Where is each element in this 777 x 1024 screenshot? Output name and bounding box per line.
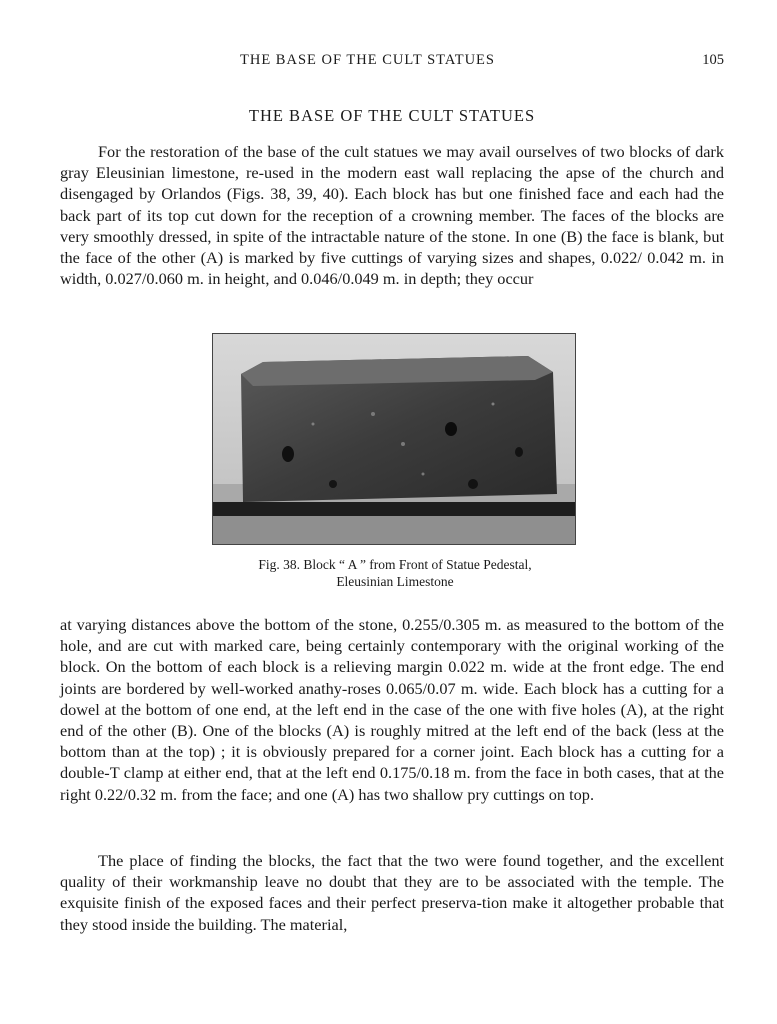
running-head: [60, 52, 724, 72]
caption-line-1: Fig. 38. Block “ A ” from Front of Statue Pedestal,: [258, 557, 532, 572]
figure-photo: [212, 333, 576, 545]
body-paragraph-3: The place of finding the blocks, the fact that the two were found together, and the excellent quality of their workmanship leave no doubt that they are to be associated with the temple. The exquisite finish of the exposed faces and their perfect preserva-tion make it altogether probable that they stood inside the building. The material,: [60, 851, 724, 934]
running-title: THE BASE OF THE CULT STATUES: [240, 52, 495, 68]
body-paragraph-2: at varying distances above the bottom of the stone, 0.255/0.305 m. as measured to the bottom of the hole, and are cut with marked care, being certainly contemporary with the original working of the block. On the bottom of each block is a relieving margin 0.022 m. wide at the front edge. The end joints are bordered by well-worked anathy-roses 0.065/0.07 m. wide. Each block has a cutting for a dowel at the bottom of one end, at the left end in the case of the one with five holes (A), at the right end of the other (B). One of the blocks (A) is roughly mitred at the left end of the back (less at the bottom than at the top) ; it is obviously prepared for a corner joint. Each block has a cutting for a double-T clamp at either end, that at the left end 0.175/0.18 m. from the face in both cases, that at the right 0.22/0.32 m. from the face; and one (A) has two shallow pry cuttings on top.: [60, 615, 724, 804]
body-paragraph-1: For the restoration of the base of the cult statues we may avail ourselves of two blocks of dark gray Eleusinian limestone, re-used in the modern east wall replacing the apse of the church and disengaged by Orlandos (Figs. 38, 39, 40). Each block has but one finished face and each had the back part of its top cut down for the reception of a crowning member. The faces of the blocks are very smoothly dressed, in spite of the intractable nature of the stone. In one (B) the face is blank, but the face of the other (A) is marked by five cuttings of varying sizes and shapes, 0.022/ 0.042 m. in width, 0.027/0.060 m. in height, and 0.046/0.049 m. in depth; they occur: [60, 142, 724, 289]
page-number: 105: [702, 52, 724, 68]
limestone-block-photo: [213, 334, 575, 544]
caption-line-2: Eleusinian Limestone: [336, 574, 454, 589]
figure-caption: [160, 556, 630, 590]
section-title: THE BASE OF THE CULT STATUES: [248, 106, 536, 125]
